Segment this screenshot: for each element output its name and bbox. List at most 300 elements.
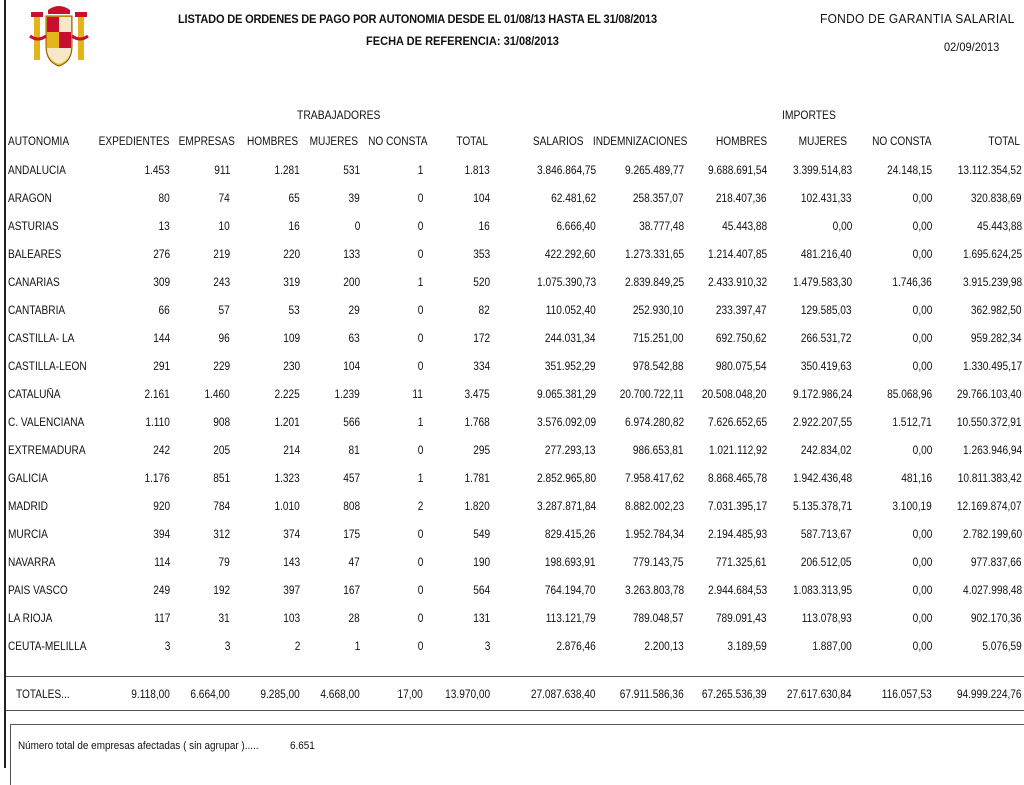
cell-autonomia-text: CASTILLA- LA (8, 333, 75, 345)
cell-total-text: 172 (473, 333, 490, 345)
cell-importe-hombres-text: 7.626.652,65 (707, 417, 767, 429)
cell-autonomia-text: MADRID (8, 501, 48, 513)
cell-expedientes-text: 1.176 (144, 473, 170, 485)
cell-importe-total-text: 977.837,66 (971, 557, 1022, 569)
cell-indemnizaciones-text: 2.839.849,25 (624, 277, 684, 289)
cell-expedientes-text: 249 (153, 585, 170, 597)
cell-importe-hombres-text: 2.194.485,93 (707, 529, 767, 541)
cell-mujeres-text: 0 (354, 221, 360, 233)
cell-autonomia-text: ASTURIAS (8, 221, 59, 233)
cell-empresas-text: 57 (218, 305, 230, 317)
cell-empresas-text: 908 (213, 417, 230, 429)
cell-empresas-text: 229 (213, 361, 230, 373)
table-row (0, 274, 1024, 292)
table-row (0, 246, 1024, 264)
header-autonomia-text: AUTONOMIA (8, 136, 70, 148)
cell-expedientes-text: 1.453 (144, 165, 170, 177)
footer-box (10, 724, 1024, 785)
header-salarios (464, 133, 584, 151)
cell-hombres-text: 103 (283, 613, 300, 625)
cell-importe-total (902, 386, 1022, 404)
cell-expedientes-text: 291 (153, 361, 170, 373)
table-row (0, 330, 1024, 348)
cell-mujeres-text: 39 (348, 193, 360, 205)
cell-importe-mujeres-text: 129.585,03 (801, 305, 852, 317)
cell-hombres-text: 109 (283, 333, 300, 345)
cell-hombres-text: 143 (283, 557, 300, 569)
cell-salarios-text: 351.952,29 (545, 361, 596, 373)
cell-indemnizaciones-text: 20.700.722,11 (620, 389, 684, 401)
cell-hombres-text: 1.010 (274, 501, 300, 513)
cell-hombres-text: 1.323 (274, 473, 300, 485)
cell-indemnizaciones-text: 986.653,81 (633, 445, 684, 457)
cell-total (370, 246, 490, 264)
cell-expedientes-text: 9.118,00 (131, 689, 170, 701)
cell-importe-total (902, 218, 1022, 236)
cell-importe-no-consta-text: 0,00 (912, 529, 932, 541)
cell-hombres-text: 220 (283, 249, 300, 261)
cell-total-text: 190 (473, 557, 490, 569)
cell-hombres-text: 319 (283, 277, 300, 289)
cell-empresas-text: 911 (213, 165, 230, 177)
cell-importe-mujeres-text: 1.942.436,48 (792, 473, 852, 485)
cell-no-consta-text: 0 (417, 641, 423, 653)
cell-mujeres-text: 167 (343, 585, 360, 597)
cell-salarios-text: 3.287.871,84 (536, 501, 596, 513)
cell-empresas-text: 74 (218, 193, 230, 205)
cell-total (370, 582, 490, 600)
cell-importe-mujeres-text: 5.135.378,71 (792, 501, 852, 513)
table-row (0, 610, 1024, 628)
cell-mujeres-text: 200 (343, 277, 360, 289)
cell-total-text: 353 (473, 249, 490, 261)
cell-expedientes-text: 309 (153, 277, 170, 289)
cell-mujeres-text: 47 (348, 557, 360, 569)
cell-importe-hombres-text: 67.265.536,39 (702, 689, 767, 701)
cell-importe-no-consta-text: 0,00 (912, 221, 932, 233)
totals-row (0, 686, 1024, 704)
cell-hombres-text: 1.281 (274, 165, 300, 177)
cell-salarios-text: 422.292,60 (545, 249, 596, 261)
cell-salarios-text: 3.576.092,09 (536, 417, 596, 429)
cell-empresas-text: 1.460 (204, 389, 230, 401)
cell-importe-total (902, 526, 1022, 544)
cell-salarios-text: 110.052,40 (546, 305, 596, 317)
cell-salarios-text: 1.075.390,73 (536, 277, 596, 289)
cell-expedientes-text: 276 (153, 249, 170, 261)
cell-total-text: 1.768 (464, 417, 490, 429)
cell-hombres-text: 65 (288, 193, 300, 205)
cell-mujeres-text: 81 (348, 445, 360, 457)
cell-autonomia-text: CANARIAS (8, 277, 60, 289)
cell-importe-hombres-text: 233.397,47 (716, 305, 767, 317)
cell-importe-no-consta-text: 0,00 (912, 305, 932, 317)
cell-mujeres-text: 1 (354, 641, 360, 653)
cell-total-text: 1.813 (464, 165, 490, 177)
cell-importe-hombres-text: 1.021.112,92 (708, 445, 767, 457)
cell-indemnizaciones-text: 9.265.489,77 (624, 165, 684, 177)
amounts-group-label: IMPORTES (782, 110, 836, 122)
cell-empresas-text: 784 (213, 501, 230, 513)
cell-no-consta-text: 0 (417, 249, 423, 261)
cell-indemnizaciones-text: 38.777,48 (638, 221, 684, 233)
cell-autonomia-text: ARAGON (8, 193, 52, 205)
cell-importe-hombres-text: 8.868.465,78 (707, 473, 767, 485)
cell-importe-mujeres-text: 1.083.313,95 (792, 585, 852, 597)
cell-expedientes-text: 3 (164, 641, 170, 653)
cell-total-text: 295 (473, 445, 490, 457)
cell-mujeres-text: 104 (343, 361, 360, 373)
cell-salarios-text: 764.194,70 (545, 585, 596, 597)
header-total-text: TOTAL (456, 136, 488, 148)
cell-autonomia-text: GALICIA (8, 473, 48, 485)
cell-total (370, 610, 490, 628)
organization-name: FONDO DE GARANTIA SALARIAL (820, 11, 1015, 26)
cell-hombres-text: 53 (288, 305, 300, 317)
cell-importe-no-consta-text: 1.746,36 (892, 277, 932, 289)
cell-expedientes-text: 1.110 (145, 417, 170, 429)
reference-date: FECHA DE REFERENCIA: 31/08/2013 (366, 34, 559, 48)
cell-expedientes-text: 144 (153, 333, 170, 345)
cell-importe-hombres-text: 9.688.691,54 (707, 165, 767, 177)
table-row (0, 190, 1024, 208)
cell-importe-hombres-text: 3.189,59 (727, 641, 767, 653)
cell-importe-total (902, 442, 1022, 460)
header-mujeres-text: MUJERES (309, 136, 358, 148)
cell-importe-total (902, 358, 1022, 376)
cell-importe-mujeres-text: 9.172.986,24 (792, 389, 852, 401)
cell-importe-no-consta-text: 0,00 (912, 613, 932, 625)
cell-no-consta-text: 0 (417, 445, 423, 457)
cell-expedientes-text: 242 (153, 445, 170, 457)
cell-mujeres-text: 566 (343, 417, 360, 429)
cell-mujeres-text: 1.239 (334, 389, 360, 401)
cell-autonomia-text: EXTREMADURA (8, 445, 86, 457)
cell-no-consta-text: 0 (417, 557, 423, 569)
cell-total (370, 386, 490, 404)
cell-importe-mujeres-text: 242.834,02 (801, 445, 852, 457)
cell-expedientes-text: 2.161 (144, 389, 170, 401)
cell-total (370, 330, 490, 348)
cell-importe-total-text: 1.330.495,17 (962, 361, 1022, 373)
cell-importe-hombres-text: 2.433.910,32 (707, 277, 767, 289)
cell-total (370, 302, 490, 320)
table-row (0, 358, 1024, 376)
cell-importe-total (902, 246, 1022, 264)
header-salarios-text: SALARIOS (533, 136, 584, 148)
cell-salarios-text: 113.121,79 (546, 613, 596, 625)
cell-empresas-text: 192 (213, 585, 230, 597)
table-row (0, 386, 1024, 404)
table-row (0, 218, 1024, 236)
cell-autonomia (8, 498, 53, 516)
cell-autonomia-text: LA RIOJA (8, 613, 53, 625)
cell-salarios-text: 62.481,62 (550, 193, 596, 205)
cell-autonomia-text: CEUTA-MELILLA (8, 641, 87, 653)
cell-indemnizaciones-text: 67.911.586,36 (620, 689, 684, 701)
cell-importe-total-text: 12.169.874,07 (957, 501, 1022, 513)
header-hombres-text: HOMBRES (246, 136, 298, 148)
cell-autonomia-text: CANTABRIA (8, 305, 66, 317)
cell-importe-total-text: 10.550.372,91 (957, 417, 1022, 429)
cell-hombres-text: 214 (283, 445, 300, 457)
cell-mujeres-text: 457 (343, 473, 360, 485)
cell-total-text: 82 (478, 305, 490, 317)
cell-salarios-text: 277.293,13 (545, 445, 596, 457)
header-importe-mujeres-text: MUJERES (798, 136, 847, 148)
cell-indemnizaciones-text: 779.143,75 (633, 557, 684, 569)
cell-total-text: 564 (473, 585, 490, 597)
cell-empresas-text: 10 (218, 221, 230, 233)
cell-indemnizaciones-text: 258.357,07 (633, 193, 684, 205)
table-row (0, 638, 1024, 656)
cell-total (370, 638, 490, 656)
cell-total (370, 274, 490, 292)
cell-empresas-text: 205 (213, 445, 230, 457)
cell-hombres-text: 397 (283, 585, 300, 597)
cell-total-text: 13.970,00 (444, 689, 490, 701)
workers-group-label: TRABAJADORES (297, 110, 381, 122)
cell-total-text: 520 (473, 277, 490, 289)
cell-importe-no-consta-text: 1.512,71 (892, 417, 932, 429)
cell-importe-total (902, 582, 1022, 600)
footer-value: 6.651 (290, 740, 315, 752)
cell-importe-mujeres-text: 3.399.514,83 (792, 165, 852, 177)
cell-importe-hombres-text: 7.031.395,17 (707, 501, 767, 513)
cell-total-text: 3 (484, 641, 490, 653)
cell-importe-no-consta-text: 3.100,19 (892, 501, 932, 513)
header-importe-total-text: TOTAL (988, 136, 1020, 148)
cell-total (370, 470, 490, 488)
cell-total (370, 554, 490, 572)
header-indemnizaciones-text: INDEMNIZACIONES (592, 136, 687, 148)
cell-importe-mujeres-text: 481.216,40 (801, 249, 852, 261)
cell-salarios-text: 3.846.864,75 (536, 165, 596, 177)
cell-no-consta-text: 0 (417, 193, 423, 205)
cell-indemnizaciones-text: 715.251,00 (633, 333, 684, 345)
cell-importe-no-consta-text: 24.148,15 (886, 165, 932, 177)
cell-autonomia-text: C. VALENCIANA (8, 417, 85, 429)
cell-total (370, 686, 490, 704)
cell-empresas-text: 31 (218, 613, 230, 625)
cell-indemnizaciones-text: 2.200,13 (644, 641, 684, 653)
cell-importe-mujeres-text: 206.512,05 (801, 557, 852, 569)
cell-importe-hombres-text: 789.091,43 (716, 613, 767, 625)
cell-importe-hombres-text: 771.325,61 (716, 557, 767, 569)
cell-expedientes-text: 66 (158, 305, 170, 317)
cell-importe-no-consta-text: 116.057,53 (882, 689, 932, 701)
cell-importe-total (902, 638, 1022, 656)
cell-hombres-text: 1.201 (274, 417, 300, 429)
cell-importe-total-text: 1.263.946,94 (962, 445, 1022, 457)
report-date: 02/09/2013 (944, 40, 1000, 54)
cell-empresas-text: 3 (224, 641, 230, 653)
cell-importe-hombres-text: 20.508.048,20 (702, 389, 767, 401)
table-row (0, 470, 1024, 488)
cell-importe-total (902, 610, 1022, 628)
cell-hombres-text: 374 (283, 529, 300, 541)
cell-autonomia-text: CATALUÑA (8, 389, 61, 401)
cell-mujeres-text: 808 (343, 501, 360, 513)
cell-importe-total (902, 162, 1022, 180)
cell-no-consta-text: 1 (417, 277, 423, 289)
cell-autonomia-text: ANDALUCIA (8, 165, 66, 177)
table-row (0, 414, 1024, 432)
cell-indemnizaciones-text: 3.263.803,78 (624, 585, 684, 597)
cell-no-consta-text: 0 (417, 333, 423, 345)
cell-total-text: 16 (478, 221, 490, 233)
cell-indemnizaciones-text: 7.958.417,62 (624, 473, 684, 485)
cell-indemnizaciones-text: 8.882.002,23 (624, 501, 684, 513)
cell-importe-total (902, 498, 1022, 516)
header-no-consta-text: NO CONSTA (368, 136, 428, 148)
cell-importe-mujeres-text: 266.531,72 (801, 333, 852, 345)
cell-mujeres-text: 28 (348, 613, 360, 625)
cell-salarios-text: 244.031,34 (545, 333, 596, 345)
header-importe-hombres-text: HOMBRES (715, 136, 767, 148)
cell-importe-total (902, 414, 1022, 432)
cell-importe-total-text: 320.838,69 (971, 193, 1022, 205)
cell-indemnizaciones-text: 1.952.784,34 (624, 529, 684, 541)
cell-importe-mujeres-text: 587.713,67 (801, 529, 852, 541)
cell-importe-total-text: 4.027.998,48 (962, 585, 1022, 597)
cell-importe-mujeres-text: 1.887,00 (812, 641, 852, 653)
cell-expedientes-text: 117 (153, 613, 170, 625)
spain-coat-of-arms-icon (28, 2, 90, 72)
cell-importe-total-text: 362.982,50 (971, 305, 1022, 317)
cell-empresas-text: 851 (213, 473, 230, 485)
cell-importe-no-consta-text: 85.068,96 (886, 389, 932, 401)
cell-importe-mujeres-text: 0,00 (832, 221, 852, 233)
cell-no-consta-text: 0 (417, 613, 423, 625)
cell-total (370, 526, 490, 544)
cell-importe-hombres-text: 1.214.407,85 (707, 249, 767, 261)
cell-no-consta-text: 0 (417, 529, 423, 541)
cell-importe-hombres-text: 45.443,88 (721, 221, 767, 233)
cell-mujeres-text: 175 (343, 529, 360, 541)
cell-autonomia (8, 470, 53, 488)
cell-mujeres-text: 133 (343, 249, 360, 261)
cell-empresas-text: 219 (213, 249, 230, 261)
header-importe-total (900, 133, 1020, 151)
table-row (0, 442, 1024, 460)
cell-expedientes-text: 114 (153, 557, 170, 569)
cell-no-consta-text: 2 (417, 501, 423, 513)
cell-importe-total-text: 5.076,59 (982, 641, 1022, 653)
cell-importe-total-text: 10.811.383,42 (958, 473, 1022, 485)
cell-importe-total-text: 1.695.624,25 (962, 249, 1022, 261)
cell-total-text: 104 (473, 193, 490, 205)
footer-label: Número total de empresas afectadas ( sin agrupar )..... (18, 740, 259, 752)
cell-total (370, 162, 490, 180)
cell-total (370, 498, 490, 516)
cell-total (370, 190, 490, 208)
totals-separator-bottom (6, 710, 1024, 711)
cell-hombres-text: 16 (288, 221, 300, 233)
cell-hombres-text: 2.225 (274, 389, 300, 401)
cell-no-consta-text: 0 (417, 221, 423, 233)
cell-mujeres-text: 29 (348, 305, 360, 317)
cell-no-consta-text: 11 (412, 389, 423, 401)
cell-salarios-text: 9.065.381,29 (536, 389, 596, 401)
cell-importe-total (902, 302, 1022, 320)
cell-mujeres-text: 63 (348, 333, 360, 345)
cell-importe-total-text: 94.999.224,76 (957, 689, 1022, 701)
cell-empresas-text: 6.664,00 (190, 689, 230, 701)
cell-autonomia-text: NAVARRA (8, 557, 56, 569)
cell-empresas-text: 312 (213, 529, 230, 541)
cell-autonomia (8, 526, 53, 544)
cell-mujeres-text: 531 (343, 165, 360, 177)
cell-autonomia-text: PAIS VASCO (8, 585, 68, 597)
cell-total-text: 334 (473, 361, 490, 373)
table-row (0, 582, 1024, 600)
table-row (0, 554, 1024, 572)
cell-no-consta-text: 0 (417, 585, 423, 597)
cell-importe-total-text: 2.782.199,60 (962, 529, 1022, 541)
cell-importe-total-text: 45.443,88 (976, 221, 1022, 233)
cell-total-text: 549 (473, 529, 490, 541)
cell-total-text: 1.820 (464, 501, 490, 513)
cell-importe-no-consta-text: 0,00 (912, 585, 932, 597)
header-importe-no-consta-text: NO CONSTA (872, 136, 932, 148)
cell-importe-mujeres-text: 102.431,33 (801, 193, 852, 205)
cell-indemnizaciones-text: 978.542,88 (633, 361, 684, 373)
cell-importe-total (902, 190, 1022, 208)
cell-total (370, 442, 490, 460)
cell-importe-mujeres-text: 350.419,63 (801, 361, 852, 373)
header-empresas-text: EMPRESAS (178, 136, 235, 148)
cell-importe-mujeres-text: 2.922.207,55 (792, 417, 852, 429)
cell-importe-total (902, 330, 1022, 348)
table-row (0, 526, 1024, 544)
header-expedientes-text: EXPEDIENTES (99, 136, 170, 148)
cell-no-consta-text: 0 (417, 361, 423, 373)
cell-importe-no-consta-text: 0,00 (912, 193, 932, 205)
cell-importe-total (902, 554, 1022, 572)
cell-totales-label-text: TOTALES... (16, 689, 70, 701)
cell-expedientes-text: 13 (158, 221, 170, 233)
cell-total (370, 414, 490, 432)
cell-importe-hombres-text: 980.075,54 (716, 361, 767, 373)
cell-no-consta-text: 1 (417, 165, 423, 177)
cell-importe-no-consta-text: 481,16 (901, 473, 932, 485)
cell-no-consta-text: 1 (417, 417, 423, 429)
report-title: LISTADO DE ORDENES DE PAGO POR AUTONOMIA DESDE EL 01/08/13 HASTA EL 31/08/2013 (178, 12, 657, 26)
cell-importe-hombres-text: 692.750,62 (716, 333, 767, 345)
table-header (0, 133, 1024, 151)
cell-salarios-text: 6.666,40 (556, 221, 596, 233)
cell-importe-no-consta-text: 0,00 (912, 557, 932, 569)
cell-no-consta-text: 1 (417, 473, 423, 485)
cell-importe-hombres-text: 2.944.684,53 (707, 585, 767, 597)
cell-indemnizaciones-text: 1.273.331,65 (624, 249, 684, 261)
totals-separator-top (6, 676, 1024, 677)
cell-importe-no-consta-text: 0,00 (912, 445, 932, 457)
cell-total (370, 218, 490, 236)
cell-importe-total-text: 902.170,36 (971, 613, 1022, 625)
cell-hombres-text: 2 (294, 641, 300, 653)
cell-mujeres-text: 4.668,00 (320, 689, 360, 701)
cell-no-consta-text: 17,00 (397, 689, 423, 701)
cell-salarios-text: 829.415,26 (545, 529, 596, 541)
cell-indemnizaciones-text: 789.048,57 (633, 613, 684, 625)
cell-salarios-text: 198.693,91 (545, 557, 596, 569)
cell-no-consta-text: 0 (417, 305, 423, 317)
cell-importe-total (902, 470, 1022, 488)
cell-total-text: 131 (473, 613, 490, 625)
table-row (0, 302, 1024, 320)
